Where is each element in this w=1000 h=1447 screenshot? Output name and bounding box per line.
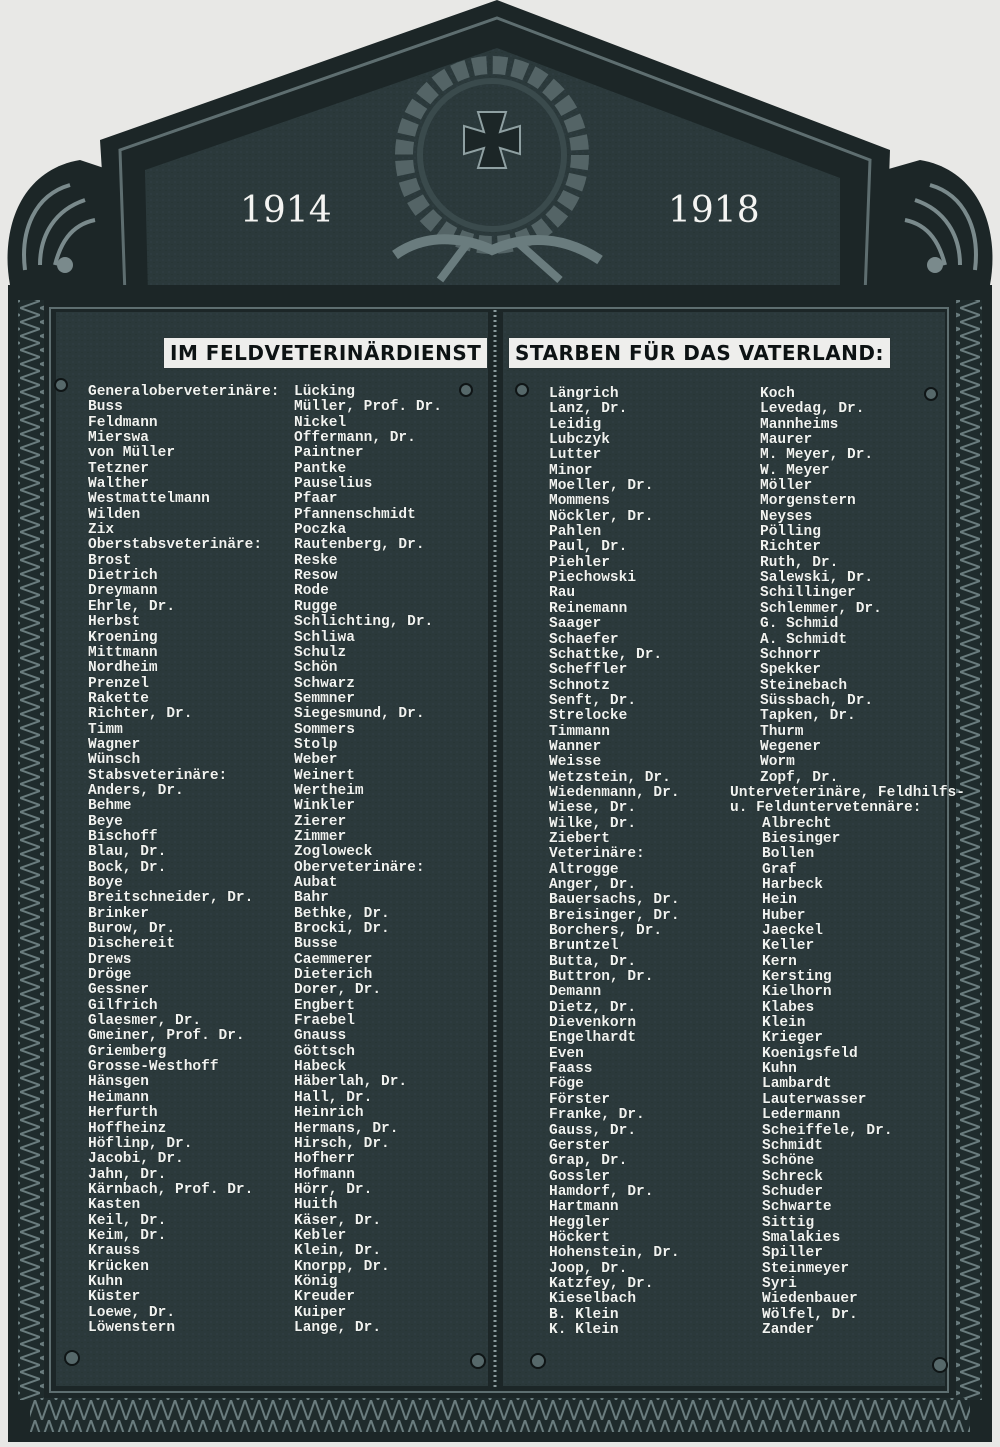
name-entry: Schlichting, Dr. xyxy=(294,614,434,631)
name-entry: von Müller xyxy=(88,445,176,462)
name-entry: Franke, Dr. xyxy=(549,1107,645,1124)
name-entry: Krücken xyxy=(88,1258,149,1275)
name-entry: Buss xyxy=(88,399,123,416)
name-entry: Pahlen xyxy=(549,524,602,541)
name-entry: A. Schmidt xyxy=(760,631,848,648)
name-entry: Bock, Dr. xyxy=(88,859,167,876)
names-column-1 xyxy=(88,385,279,1336)
name-entry: Winkler xyxy=(294,798,355,815)
name-entry: Huber xyxy=(762,907,806,924)
name-entry: Spekker xyxy=(760,662,821,679)
name-entry: Schlemmer, Dr. xyxy=(760,600,882,617)
name-entry: Pölling xyxy=(760,524,821,541)
name-entry: Even xyxy=(549,1045,584,1062)
name-entry: Heinrich xyxy=(294,1105,364,1122)
name-entry: Pfaar xyxy=(294,491,338,508)
name-entry: Joop, Dr. xyxy=(549,1260,628,1277)
name-entry: Nickel xyxy=(294,414,347,431)
name-entry: Jahn, Dr. xyxy=(88,1166,167,1183)
name-entry: Koenigsfeld xyxy=(762,1045,858,1062)
name-entry: Biesinger xyxy=(762,830,841,847)
name-entry: Lücking xyxy=(294,384,355,400)
name-entry: Käser, Dr. xyxy=(294,1212,382,1229)
name-entry: Zopf, Dr. xyxy=(760,769,839,786)
name-entry: Mierswa xyxy=(88,430,149,447)
name-entry: Ledermann xyxy=(762,1107,841,1124)
name-entry: Griemberg xyxy=(88,1043,167,1060)
name-entry: Stabsveterinäre: xyxy=(88,767,228,784)
name-entry: Walther xyxy=(88,476,149,493)
name-entry: Weisse xyxy=(549,754,602,771)
name-entry: Keil, Dr. xyxy=(88,1212,167,1229)
name-entry: Butta, Dr. xyxy=(549,953,637,970)
name-entry: Anders, Dr. xyxy=(88,782,184,799)
name-entry: Dreymann xyxy=(88,583,158,600)
name-entry: Wilke, Dr. xyxy=(549,815,637,832)
name-entry: Zix xyxy=(88,522,115,539)
name-entry: Pantke xyxy=(294,460,347,477)
name-entry: Generaloberveterinäre: xyxy=(88,384,280,400)
name-entry: Nordheim xyxy=(88,660,158,677)
name-entry: Hohenstein, Dr. xyxy=(549,1245,680,1262)
name-entry: Keim, Dr. xyxy=(88,1227,167,1244)
name-entry: Mannheims xyxy=(760,416,839,433)
name-entry: Wünsch xyxy=(88,752,141,769)
name-entry: Pfannenschmidt xyxy=(294,506,416,523)
name-entry: Graf xyxy=(762,861,797,878)
name-entry: Gerster xyxy=(549,1137,610,1154)
name-entry: Jaeckel xyxy=(762,923,823,940)
name-entry: Spiller xyxy=(762,1245,823,1262)
name-entry: Unterveterinäre, Feldhilfs- xyxy=(730,784,965,801)
name-entry: Leidig xyxy=(549,416,602,433)
name-entry: Schillinger xyxy=(760,585,856,602)
name-entry: Bethke, Dr. xyxy=(294,905,390,922)
name-entry: Oberveterinäre: xyxy=(294,859,425,876)
name-entry: Moeller, Dr. xyxy=(549,478,654,495)
name-entry: Dröge xyxy=(88,967,132,984)
name-entry: Schuder xyxy=(762,1183,823,1200)
name-entry: Schwarz xyxy=(294,675,355,692)
name-entry: Schwarte xyxy=(762,1199,832,1216)
name-entry: Ehrle, Dr. xyxy=(88,598,176,615)
year-start: 1914 xyxy=(240,190,332,231)
name-entry: Westmattelmann xyxy=(88,491,210,508)
name-entry: Weber xyxy=(294,752,338,769)
name-entry: Rugge xyxy=(294,598,338,615)
name-entry: Klein, Dr. xyxy=(294,1243,382,1260)
name-entry: Worm xyxy=(760,754,795,771)
name-entry: Süssbach, Dr. xyxy=(760,692,874,709)
name-entry: Keller xyxy=(762,938,815,955)
name-entry: Faass xyxy=(549,1061,593,1078)
name-entry: Oberstabsveterinäre: xyxy=(88,537,263,554)
name-entry: Hirsch, Dr. xyxy=(294,1135,390,1152)
name-entry: Mittmann xyxy=(88,644,158,661)
name-entry: Morgenstern xyxy=(760,493,856,510)
name-entry: Habeck xyxy=(294,1059,347,1076)
name-entry: Bruntzel xyxy=(549,938,619,955)
name-entry: Bahr xyxy=(294,890,329,907)
name-entry: Gauss, Dr. xyxy=(549,1122,637,1139)
name-entry: Gmeiner, Prof. Dr. xyxy=(88,1028,245,1045)
name-entry: Kuhn xyxy=(88,1273,123,1290)
name-entry: Schliwa xyxy=(294,629,355,646)
name-entry: Lutter xyxy=(549,447,602,464)
name-entry: Neyses xyxy=(760,508,813,525)
name-entry: Harbeck xyxy=(762,877,823,893)
name-entry: Pauselius xyxy=(294,476,373,493)
name-entry: Klein xyxy=(762,1015,806,1032)
name-entry: Boye xyxy=(88,875,123,891)
names-column-3 xyxy=(549,387,680,1338)
name-entry: Breitschneider, Dr. xyxy=(88,890,254,907)
name-entry: Dischereit xyxy=(88,936,176,953)
name-entry: Löwenstern xyxy=(88,1319,176,1336)
name-entry: Kreuder xyxy=(294,1289,355,1306)
name-entry: Wilden xyxy=(88,506,141,523)
name-entry: Dietz, Dr. xyxy=(549,999,637,1016)
name-entry: Koch xyxy=(760,386,795,402)
name-entry: Schnorr xyxy=(760,646,821,663)
name-entry: Krieger xyxy=(762,1030,823,1047)
name-entry: Timmann xyxy=(549,723,610,740)
name-entry: Längrich xyxy=(549,386,619,402)
name-entry: Küster xyxy=(88,1289,141,1306)
name-entry: Zogloweck xyxy=(294,844,373,861)
name-entry: Schreck xyxy=(762,1168,823,1185)
name-entry: Levedag, Dr. xyxy=(760,401,865,418)
name-entry: Piechowski xyxy=(549,570,637,587)
name-entry: Tetzner xyxy=(88,460,149,477)
left-acanthus-ornament xyxy=(8,160,110,290)
name-entry: Hermans, Dr. xyxy=(294,1120,399,1137)
name-entry: Buttron, Dr. xyxy=(549,969,654,986)
name-entry: Herbst xyxy=(88,614,141,631)
name-entry: Kärnbach, Prof. Dr. xyxy=(88,1181,254,1198)
name-entry: Minor xyxy=(549,462,593,479)
name-entry: Scheiffele, Dr. xyxy=(762,1122,893,1139)
name-entry: Albrecht xyxy=(762,815,832,832)
name-entry: Lauterwasser xyxy=(762,1091,867,1108)
name-entry: Bauersachs, Dr. xyxy=(549,892,680,909)
name-entry: Schattke, Dr. xyxy=(549,646,663,663)
name-entry: Brost xyxy=(88,552,132,569)
name-entry: Kielhorn xyxy=(762,984,832,1001)
name-entry: Hall, Dr. xyxy=(294,1089,373,1106)
name-entry: Feldmann xyxy=(88,414,158,431)
name-entry: Aubat xyxy=(294,875,338,891)
name-entry: Knorpp, Dr. xyxy=(294,1258,390,1275)
name-entry: Föge xyxy=(549,1076,584,1093)
name-entry: Engbert xyxy=(294,997,355,1014)
name-entry: Altrogge xyxy=(549,861,619,878)
name-entry: Blau, Dr. xyxy=(88,844,167,861)
name-entry: Heggler xyxy=(549,1214,610,1231)
name-entry: Demann xyxy=(549,984,602,1001)
name-entry: Schnotz xyxy=(549,677,610,694)
name-entry: Kebler xyxy=(294,1227,347,1244)
name-entry: Behme xyxy=(88,798,132,815)
banner-left: IM FELDVETERINÄRDIENST xyxy=(163,337,488,369)
name-entry: Hein xyxy=(762,892,797,909)
name-entry: Rode xyxy=(294,583,329,600)
name-entry: Steinmeyer xyxy=(762,1260,850,1277)
name-entry: Grosse-Westhoff xyxy=(88,1059,219,1076)
name-entry: Kasten xyxy=(88,1197,141,1214)
name-entry: Sittig xyxy=(762,1214,815,1231)
names-column-2 xyxy=(294,385,442,1336)
name-entry: Paul, Dr. xyxy=(549,539,628,556)
name-entry: Wanner xyxy=(549,738,602,755)
name-entry: Möller xyxy=(760,478,813,495)
name-entry: Maurer xyxy=(760,432,813,449)
name-entry: Breisinger, Dr. xyxy=(549,907,680,924)
name-entry: Scheffler xyxy=(549,662,628,679)
name-entry: Drews xyxy=(88,951,132,968)
name-entry: Höckert xyxy=(549,1229,610,1246)
name-entry: Dievenkorn xyxy=(549,1015,637,1032)
name-entry: Wegener xyxy=(760,738,821,755)
name-entry: Hofmann xyxy=(294,1166,355,1183)
name-entry: Glaesmer, Dr. xyxy=(88,1013,202,1030)
name-entry: G. Schmid xyxy=(760,616,839,633)
name-entry: Heimann xyxy=(88,1089,149,1106)
name-entry: Anger, Dr. xyxy=(549,877,637,893)
name-entry: Wölfel, Dr. xyxy=(762,1306,858,1323)
name-entry: Nöckler, Dr. xyxy=(549,508,654,525)
name-entry: Engelhardt xyxy=(549,1030,637,1047)
name-entry: Mommens xyxy=(549,493,610,510)
name-entry: Siegesmund, Dr. xyxy=(294,706,425,723)
name-entry: Kuiper xyxy=(294,1304,347,1321)
name-entry: Piehler xyxy=(549,554,610,571)
name-entry: Thurm xyxy=(760,723,804,740)
name-entry: Förster xyxy=(549,1091,610,1108)
name-entry: Lange, Dr. xyxy=(294,1319,382,1336)
name-entry: Kuhn xyxy=(762,1061,797,1078)
name-entry: Hartmann xyxy=(549,1199,619,1216)
name-entry: Poczka xyxy=(294,522,347,539)
name-entry: Senft, Dr. xyxy=(549,692,637,709)
name-entry: M. Meyer, Dr. xyxy=(760,447,874,464)
year-end: 1918 xyxy=(668,190,760,231)
name-entry: Schaefer xyxy=(549,631,619,648)
name-entry: Offermann, Dr. xyxy=(294,430,416,447)
name-entry: u. Felduntervetennäre: xyxy=(730,800,922,817)
name-entry: Weinert xyxy=(294,767,355,784)
name-entry: Zimmer xyxy=(294,828,347,845)
name-entry: Kern xyxy=(762,953,797,970)
name-entry: Hofherr xyxy=(294,1151,355,1168)
name-entry: Caemmerer xyxy=(294,951,373,968)
name-entry: Rakette xyxy=(88,690,149,707)
name-entry: Höflinp, Dr. xyxy=(88,1135,193,1152)
name-entry: Richter xyxy=(760,539,821,556)
name-entry: Hörr, Dr. xyxy=(294,1181,373,1198)
name-entry: Sommers xyxy=(294,721,355,738)
name-entry: Wetzstein, Dr. xyxy=(549,769,671,786)
name-entry: Schöne xyxy=(762,1153,815,1170)
name-entry: Häberlah, Dr. xyxy=(294,1074,408,1091)
name-entry: Reske xyxy=(294,552,338,569)
name-entry: Reinemann xyxy=(549,600,628,617)
name-entry: Wiese, Dr. xyxy=(549,800,637,817)
name-entry: Bischoff xyxy=(88,828,158,845)
name-entry: Paintner xyxy=(294,445,364,462)
name-entry: Wiedenbauer xyxy=(762,1291,858,1308)
name-entry: Lambardt xyxy=(762,1076,832,1093)
name-entry: König xyxy=(294,1273,338,1290)
name-entry: Loewe, Dr. xyxy=(88,1304,176,1321)
name-entry: Hamdorf, Dr. xyxy=(549,1183,654,1200)
name-entry: Gessner xyxy=(88,982,149,999)
name-entry: Stolp xyxy=(294,736,338,753)
name-entry: Göttsch xyxy=(294,1043,355,1060)
name-entry: Syri xyxy=(762,1275,797,1292)
name-entry: Krauss xyxy=(88,1243,141,1260)
name-entry: Zierer xyxy=(294,813,347,830)
name-entry: Kersting xyxy=(762,969,832,986)
name-entry: Steinebach xyxy=(760,677,848,694)
name-entry: Brinker xyxy=(88,905,149,922)
name-entry: Wagner xyxy=(88,736,141,753)
name-entry: Bollen xyxy=(762,846,815,863)
name-entry: Schulz xyxy=(294,644,347,661)
name-entry: Zander xyxy=(762,1321,815,1338)
name-entry: Wertheim xyxy=(294,782,364,799)
name-entry: Wiedenmann, Dr. xyxy=(549,784,680,801)
name-entry: Gilfrich xyxy=(88,997,158,1014)
name-entry: Borchers, Dr. xyxy=(549,923,663,940)
name-entry: Gnauss xyxy=(294,1028,347,1045)
name-entry: Rau xyxy=(549,585,576,602)
right-acanthus-ornament xyxy=(885,160,992,290)
name-entry: Herfurth xyxy=(88,1105,158,1122)
name-entry: Resow xyxy=(294,568,338,585)
name-entry: Katzfey, Dr. xyxy=(549,1275,654,1292)
name-entry: Lanz, Dr. xyxy=(549,401,628,418)
name-entry: Busse xyxy=(294,936,338,953)
name-entry: Grap, Dr. xyxy=(549,1153,628,1170)
name-entry: Burow, Dr. xyxy=(88,921,176,938)
name-entry: Kieselbach xyxy=(549,1291,637,1308)
name-entry: Strelocke xyxy=(549,708,628,725)
name-entry: Gossler xyxy=(549,1168,610,1185)
name-entry: Huith xyxy=(294,1197,338,1214)
name-entry: Smalakies xyxy=(762,1229,841,1246)
name-entry: Semmner xyxy=(294,690,355,707)
name-entry: Tapken, Dr. xyxy=(760,708,856,725)
name-entry: Brocki, Dr. xyxy=(294,921,390,938)
name-entry: Jacobi, Dr. xyxy=(88,1151,184,1168)
names-column-4 xyxy=(730,387,965,1338)
name-entry: Rautenberg, Dr. xyxy=(294,537,425,554)
name-entry: Saager xyxy=(549,616,602,633)
name-entry: Klabes xyxy=(762,999,815,1016)
banner-right: STARBEN FÜR DAS VATERLAND: xyxy=(508,337,891,369)
name-entry: Hoffheinz xyxy=(88,1120,167,1137)
name-entry: Hänsgen xyxy=(88,1074,149,1091)
name-entry: B. Klein xyxy=(549,1306,619,1323)
name-entry: K. Klein xyxy=(549,1321,619,1338)
name-entry: Müller, Prof. Dr. xyxy=(294,399,442,416)
name-entry: Dorer, Dr. xyxy=(294,982,382,999)
name-entry: Salewski, Dr. xyxy=(760,570,874,587)
name-entry: Schön xyxy=(294,660,338,677)
name-entry: Timm xyxy=(88,721,123,738)
name-entry: Schmidt xyxy=(762,1137,823,1154)
name-entry: Veterinäre: xyxy=(549,846,645,863)
name-entry: Kroening xyxy=(88,629,158,646)
name-entry: Beye xyxy=(88,813,123,830)
name-entry: Dieterich xyxy=(294,967,373,984)
name-entry: Prenzel xyxy=(88,675,149,692)
name-entry: Dietrich xyxy=(88,568,158,585)
name-entry: Fraebel xyxy=(294,1013,355,1030)
name-entry: Ziebert xyxy=(549,830,610,847)
name-entry: Ruth, Dr. xyxy=(760,554,839,571)
name-entry: Lubczyk xyxy=(549,432,610,449)
name-entry: W. Meyer xyxy=(760,462,830,479)
name-entry: Richter, Dr. xyxy=(88,706,193,723)
